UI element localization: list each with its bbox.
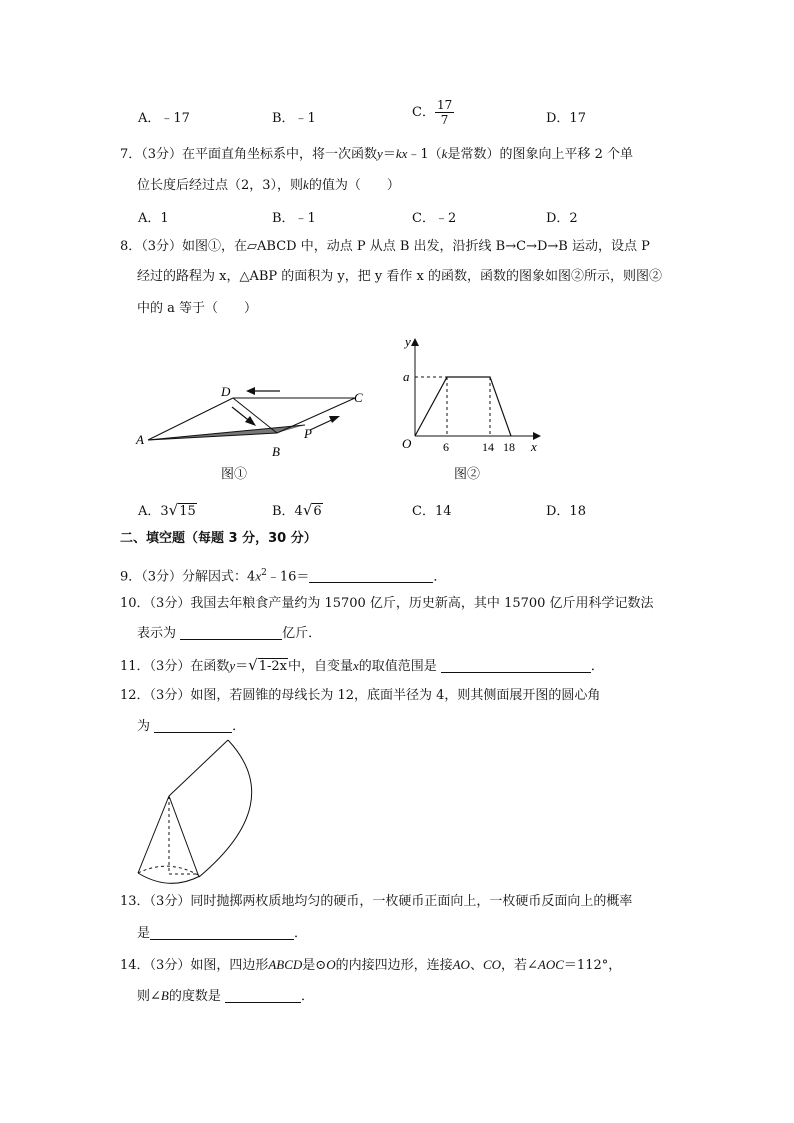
q7-var-y: y — [377, 146, 383, 161]
label-a: A — [136, 432, 144, 447]
q7-var-k: k — [441, 146, 448, 161]
q12-text-a: 为 — [137, 719, 151, 734]
q14-text-h: 的度数是 — [168, 989, 221, 1004]
q12-line-2 — [137, 718, 245, 736]
q7-var-kx: kx — [395, 146, 408, 161]
q11-answer-blank[interactable] — [441, 658, 591, 673]
arrowhead-up — [329, 416, 340, 423]
q7-text-b: 是常数）的图象向上平移 2 个单 — [447, 147, 633, 162]
q7-option-a: A．1 — [138, 211, 169, 226]
q14-ao: AO — [452, 957, 470, 972]
q8-option-b — [272, 500, 323, 519]
q14-b: B — [160, 988, 169, 1003]
q14-text-c: 的内接四边形，连接 — [335, 958, 453, 973]
q8-option-c: C．14 — [412, 504, 452, 519]
q10-line-1: 10．（3分）我国去年粮食产量约为 15700 亿斤，历史新高，其中 15700 亿斤用科学记数法 — [120, 596, 654, 611]
q7-option-c: C．﹣2 — [412, 211, 457, 226]
q7-var-k2: k — [303, 177, 309, 192]
q6-option-a: A．﹣17 — [138, 111, 190, 126]
q11-end: ． — [590, 659, 604, 674]
q7-line-1 — [120, 145, 633, 164]
q6-option-d: D．17 — [546, 111, 586, 126]
sqrt-symbol: √ — [302, 501, 313, 519]
arrowhead-left — [246, 387, 255, 395]
q8-option-a — [138, 500, 197, 519]
q6-fraction-numerator: 17 — [436, 98, 453, 112]
q13-end: ． — [294, 926, 308, 941]
q9-text-a: 9．（3分）分解因式：4 — [120, 569, 256, 585]
segment-ap — [148, 425, 305, 440]
q9-exponent: 2 — [261, 568, 267, 578]
function-curve — [415, 377, 511, 436]
tick-6: 6 — [443, 440, 449, 454]
q14-line-2 — [137, 987, 314, 1006]
sqrt-symbol: √ — [248, 656, 258, 674]
cone-figure — [132, 738, 272, 890]
q9-end: ． — [433, 569, 447, 585]
q14-text-b: 是⊙ — [302, 958, 327, 973]
cone-base-back — [138, 866, 200, 876]
q6-option-c — [412, 98, 454, 127]
q11-var-x: x — [352, 658, 359, 673]
q8-option-a-radicand: 15 — [179, 504, 196, 519]
q7-option-d: D．2 — [546, 211, 578, 226]
q7-text-d: 的值为（ ） — [308, 178, 400, 193]
q10-answer-blank[interactable] — [180, 625, 282, 640]
q7-eq: ＝ — [382, 147, 396, 162]
q14-abcd: ABCD — [268, 957, 303, 972]
q8-option-b-prefix: B．4 — [272, 504, 303, 519]
q7-minus-one: ﹣1（ — [407, 147, 442, 162]
q14-text-f: ＝112°， — [563, 958, 622, 973]
label-b: B — [272, 444, 280, 459]
q11-text-c: 的取值范围是 — [358, 659, 437, 674]
figure-2-graph — [395, 330, 555, 460]
q8-option-d: D．18 — [546, 504, 586, 519]
label-a-value: a — [403, 369, 410, 384]
q6-option-c-prefix: C． — [412, 105, 435, 120]
q11-line — [120, 656, 604, 676]
sector-radius-2 — [169, 796, 199, 877]
q13-answer-blank[interactable] — [150, 925, 294, 940]
origin-label: O — [402, 436, 412, 451]
q11-radicand: 1-2x — [258, 659, 287, 674]
q14-co: CO — [482, 957, 502, 972]
q14-o: O — [326, 957, 336, 972]
q11-var-y: y — [229, 658, 236, 673]
q6-fraction — [435, 98, 454, 127]
cone-base-front — [138, 873, 200, 883]
q14-text-e: ，若∠ — [501, 958, 538, 973]
q12-end: ． — [232, 719, 246, 734]
y-axis-arrow — [411, 338, 419, 346]
q9-text-b: ﹣16＝ — [266, 569, 310, 585]
q7-line-2 — [137, 176, 400, 195]
q9-answer-blank[interactable] — [309, 568, 433, 583]
q8-line-3: 中的 a 等于（ ） — [137, 301, 258, 316]
q6-fraction-denominator: 7 — [440, 113, 449, 127]
q12-answer-blank[interactable] — [154, 718, 232, 733]
q9-var-x: x — [255, 568, 262, 584]
q13-text-a: 是 — [137, 926, 151, 941]
q10-text-a: 表示为 — [137, 626, 177, 641]
figure-2-caption: 图② — [454, 467, 481, 482]
axis-label-x: x — [531, 439, 537, 454]
q11-text-b: 中，自变量 — [287, 659, 353, 674]
q6-option-b: B．﹣1 — [272, 111, 316, 126]
q14-end: ． — [301, 989, 315, 1004]
sector-radius-1 — [169, 740, 228, 796]
q10-text-b: 亿斤． — [282, 626, 322, 641]
q13-line-2 — [137, 925, 307, 943]
q8-option-a-prefix: A．3 — [138, 504, 169, 519]
q9-line — [120, 564, 446, 586]
label-d: D — [221, 384, 231, 399]
q11-eq: ＝ — [235, 659, 249, 674]
q10-line-2 — [137, 625, 321, 643]
q12-line-1: 12．（3分）如图，若圆锥的母线长为 12，底面半径为 4，则其侧面展开图的圆心角 — [120, 688, 601, 703]
q14-answer-blank[interactable] — [225, 988, 301, 1003]
tick-18: 18 — [503, 440, 515, 454]
q14-text-g: 则∠ — [137, 989, 161, 1004]
tick-14: 14 — [482, 440, 494, 454]
label-p: P — [304, 426, 312, 441]
q8-line-2: 经过的路程为 x，△ABP 的面积为 y，把 y 看作 x 的函数，函数的图象如图②所示，则图② — [137, 269, 662, 284]
q7-text-c: 位长度后经过点（2，3），则 — [137, 178, 304, 193]
figure-1-parallelogram — [130, 375, 380, 485]
q7-text-a: 7．（3分）在平面直角坐标系中，将一次函数 — [120, 147, 378, 162]
q14-text-d: 、 — [469, 958, 483, 973]
figure-1-caption: 图① — [221, 467, 248, 482]
q8-line-1: 8．（3分）如图①，在▱ABCD 中，动点 P 从点 B 出发，沿折线 B→C→D→B 运动，设点 P — [120, 239, 650, 254]
q7-option-b: B．﹣1 — [272, 211, 316, 226]
q13-line-1: 13．（3分）同时抛掷两枚质地均匀的硬币，一枚硬币正面向上，一枚硬币反面向上的概率 — [120, 894, 633, 909]
axis-label-y: y — [405, 334, 411, 349]
diagonal-db — [233, 398, 277, 433]
q14-aoc: AOC — [537, 957, 564, 972]
q11-text-a: 11．（3分）在函数 — [120, 659, 230, 674]
cone-left-edge — [138, 796, 169, 873]
q14-text-a: 14．（3分）如图，四边形 — [120, 958, 269, 973]
section-2-heading: 二、填空题（每题 3 分，30 分） — [120, 531, 317, 546]
q14-line-1 — [120, 956, 621, 975]
q8-option-b-radicand: 6 — [313, 504, 322, 519]
arrowhead-down — [245, 416, 256, 426]
sqrt-symbol: √ — [168, 501, 179, 519]
label-c: C — [354, 390, 363, 405]
